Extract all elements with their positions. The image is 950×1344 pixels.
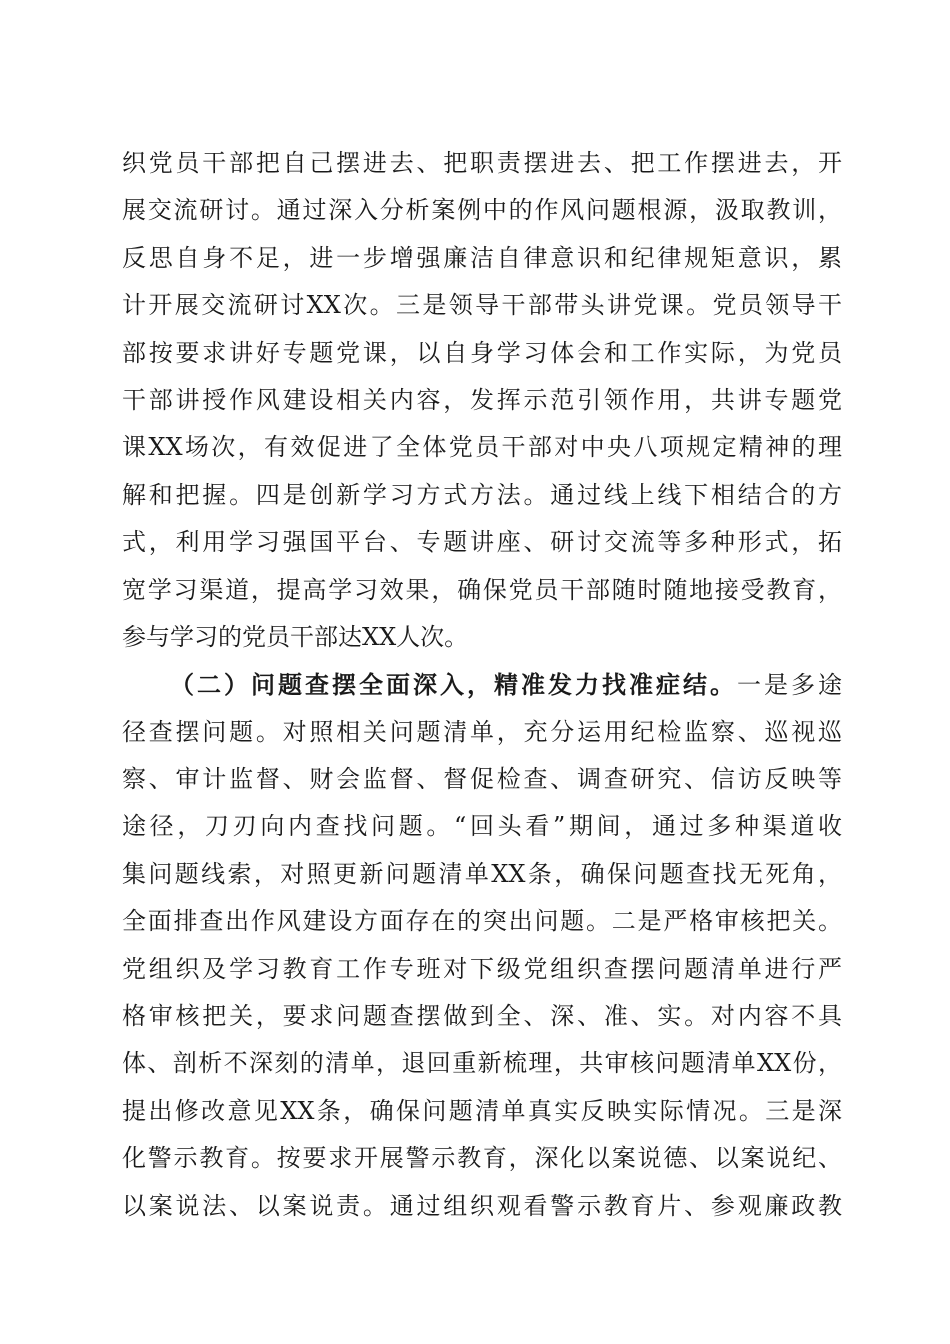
text-line: 解和把握。四是创新学习方式方法。通过线上线下相结合的方 (122, 480, 842, 509)
text-line: 途径，刀刃向内查找问题。“回头看”期间，通过多种渠道收 (122, 812, 842, 841)
section-heading: （二）问题查摆全面深入，精准发力找准症结。 (170, 670, 737, 700)
text-line: 化警示教育。按要求开展警示教育，深化以案说德、以案说纪、 (122, 1144, 842, 1173)
document-body (122, 140, 842, 1230)
text-line: 宽学习渠道，提高学习效果，确保党员干部随时随地接受教育， (122, 575, 842, 604)
text-line: 参与学习的党员干部达XX人次。 (122, 622, 469, 651)
text-line: 以案说法、以案说责。通过组织观看警示教育片、参观廉政教 (122, 1191, 842, 1220)
text-line: 格审核把关，要求问题查摆做到全、深、准、实。对内容不具 (122, 1002, 842, 1031)
text-line: 课XX场次，有效促进了全体党员干部对中央八项规定精神的理 (122, 433, 842, 462)
text-line: 体、剖析不深刻的清单，退回重新梳理，共审核问题清单XX份， (122, 1049, 842, 1078)
text-line: 集问题线索，对照更新问题清单XX条，确保问题查找无死角， (122, 859, 842, 888)
text-line: 反思自身不足，进一步增强廉洁自律意识和纪律规矩意识，累 (122, 243, 842, 272)
text-line: 计开展交流研讨XX次。三是领导干部带头讲党课。党员领导干 (122, 291, 842, 320)
text-line: 干部讲授作风建设相关内容，发挥示范引领作用，共讲专题党 (122, 385, 842, 414)
section-heading-line (122, 661, 842, 708)
text-line: 径查摆问题。对照相关问题清单，充分运用纪检监察、巡视巡 (122, 717, 842, 746)
text-line: 察、审计监督、财会监督、督促检查、调查研究、信访反映等 (122, 765, 842, 794)
section-heading-rest: 一是多途 (737, 671, 842, 700)
text-line: 党组织及学习教育工作专班对下级党组织查摆问题清单进行严 (122, 954, 842, 983)
text-line: 式，利用学习强国平台、专题讲座、研讨交流等多种形式，拓 (122, 528, 842, 557)
text-line: 织党员干部把自己摆进去、把职责摆进去、把工作摆进去，开 (122, 149, 842, 177)
text-line: 部按要求讲好专题党课，以自身学习体会和工作实际，为党员 (122, 338, 842, 367)
text-line: 提出修改意见XX条，确保问题清单真实反映实际情况。三是深 (122, 1096, 842, 1125)
text-line: 展交流研讨。通过深入分析案例中的作风问题根源，汲取教训， (122, 196, 842, 225)
text-line: 全面排查出作风建设方面存在的突出问题。二是严格审核把关。 (122, 907, 842, 936)
